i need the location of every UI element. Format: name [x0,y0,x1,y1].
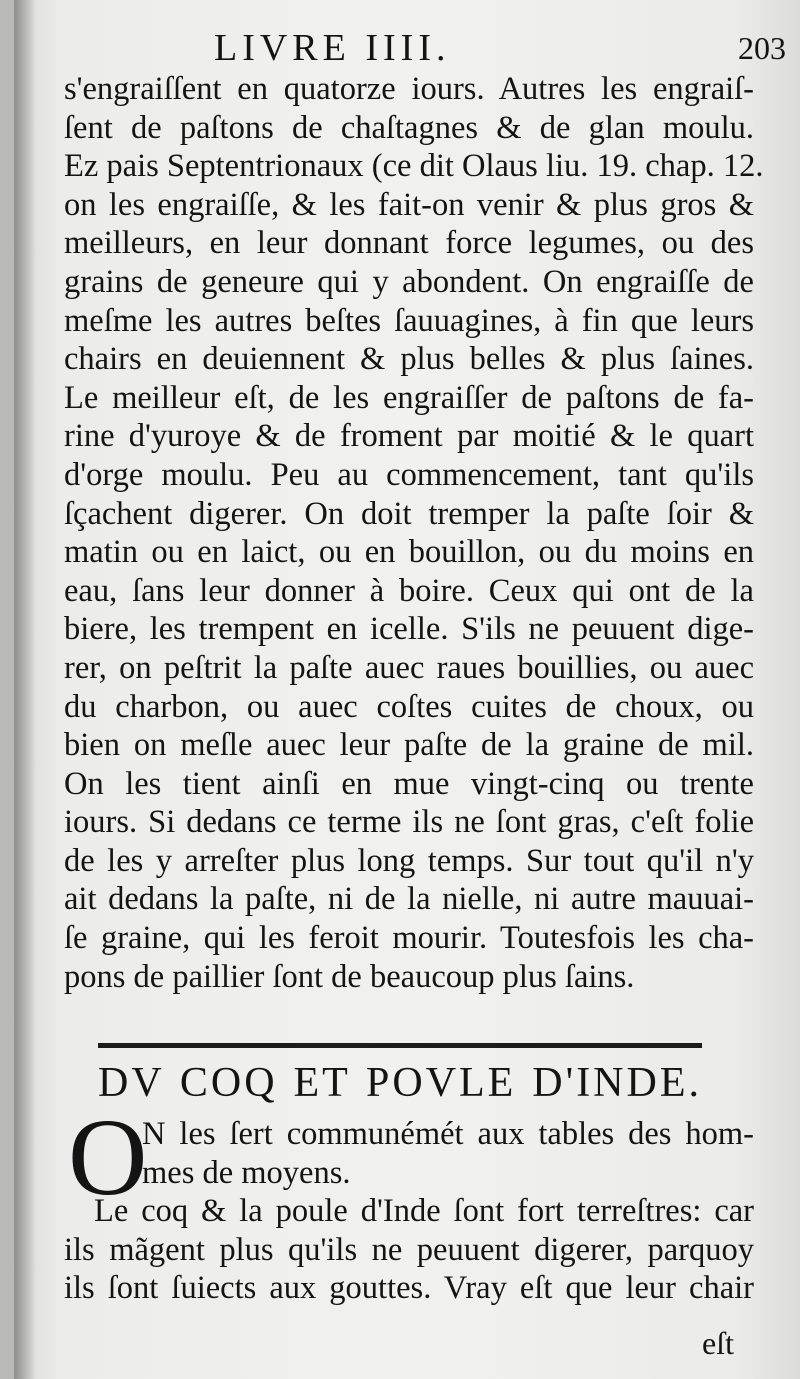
text-line: Le meilleur eſt, de les engraiſſer de paſtons de fa- [64,379,754,416]
section-text [64,1115,754,1308]
section-line: mes de moyens. [142,1154,351,1191]
text-line: On les tient ainſi en mue vingt-cinq ou trente [64,765,754,802]
text-line: ſe graine, qui les feroit mourir. Toutesfois les cha- [64,920,754,957]
section-line: Le coq & la poule d'Inde ſont fort terreſtres: car [94,1193,754,1230]
text-line: chairs en deuiennent & plus belles & plus ſaines. [64,341,754,378]
text-line: de les y arreſter plus long temps. Sur tout qu'il n'y [64,842,754,879]
page-header [14,26,800,70]
text-line: Ez pais Septentrionaux (ce dit Olaus liu. 19. chap. 12. [64,148,764,185]
text-line: iours. Si dedans ce terme ils ne ſont gras, c'eſt folie [64,804,754,841]
text-line: grains de geneure qui y abondent. On engraiſſe de [64,263,754,300]
text-line: on les engraiſſe, & les fait-on venir & plus gros & [64,186,754,223]
section-line: N les ſert communémét aux tables des hom- [142,1116,754,1152]
catchword: eſt [702,1325,734,1361]
text-line: bien on meſle auec leur paſte de la graine de mil. [64,727,754,764]
body-text [64,70,764,996]
text-line: ſent de paſtons de chaſtagnes & de glan moulu. [64,109,754,146]
gutter-shadow [14,0,36,1379]
section-heading: DV COQ ET POVLE D'INDE. [98,1060,702,1106]
text-line: ſçachent digerer. On doit tremper la paſte ſoir & [64,495,754,532]
text-line: matin ou en laict, ou en bouillon, ou du moins en [64,534,754,571]
text-line: biere, les trempent en icelle. S'ils ne peuuent dige- [64,611,754,648]
running-head: LIVRE IIII. [214,27,451,69]
text-line: d'orge moulu. Peu au commencement, tant qu'ils [64,456,754,493]
section-line: ils ſont ſuiects aux gouttes. Vray eſt que leur chair [64,1270,754,1307]
text-line: meilleurs, en leur donnant force legumes, ou des [64,225,754,262]
book-page [14,0,800,1379]
text-line-last: pons de paillier ſont de beaucoup plus ſains. [64,958,635,995]
text-line: du charbon, ou auec coſtes cuites de choux, ou [64,688,754,725]
page-number: 203 [738,30,786,66]
text-line: eau, ſans leur donner à boire. Ceux qui ont de la [64,572,754,609]
text-line: s'engraiſſent en quatorze iours. Autres les engraiſ- [64,71,754,107]
text-line: meſme les autres beſtes ſauuagines, à fin que leurs [64,302,754,339]
text-line: ait dedans la paſte, ni de la nielle, ni autre mauuai- [64,881,754,918]
text-line: rer, on peſtrit la paſte auec raues bouillies, ou auec [64,649,754,686]
text-line: rine d'yuroye & de froment par moitié & le quart [64,418,754,455]
drop-cap: O [68,1096,148,1218]
section-line: ils mãgent plus qu'ils ne peuuent digerer, parquoy [64,1231,754,1268]
section-rule [98,1043,702,1048]
